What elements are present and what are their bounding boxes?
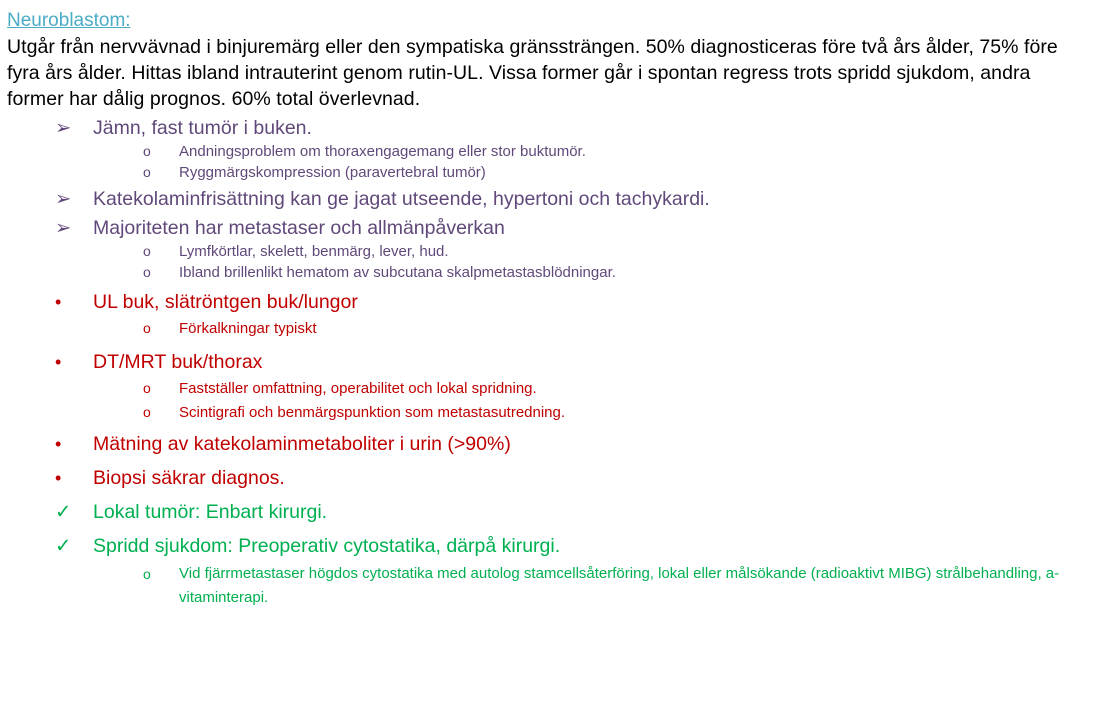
checkmark-icon: ✓	[55, 501, 72, 523]
sub-list-item	[7, 378, 1092, 399]
circle-bullet-icon: o	[143, 404, 151, 420]
document-page	[7, 8, 1092, 610]
list-item-text: DT/MRT buk/thorax	[93, 351, 263, 373]
bullet-dot-icon: •	[55, 292, 62, 312]
list-item-text: Majoriteten har metastaser och allmänpåverkan	[93, 217, 505, 239]
list-item-text: Katekolaminfrisättning kan ge jagat utseende, hypertoni och tachykardi.	[93, 188, 710, 210]
circle-bullet-icon: o	[143, 264, 151, 280]
sub-list-item	[7, 318, 1092, 339]
page-title: Neuroblastom:	[7, 10, 131, 31]
list-item-text: Mätning av katekolaminmetaboliter i urin (>90%)	[93, 433, 511, 455]
sub-list-item-text: Fastställer omfattning, operabilitet och lokal spridning.	[179, 380, 537, 397]
circle-bullet-icon: o	[143, 380, 151, 396]
circle-bullet-icon: o	[143, 320, 151, 336]
list-item-text: Jämn, fast tumör i buken.	[93, 117, 312, 139]
list-item	[7, 431, 1092, 457]
circle-bullet-icon: o	[143, 566, 151, 582]
bullet-dot-icon: •	[55, 468, 62, 488]
sub-list-item-text: Scintigrafi och benmärgspunktion som metastasutredning.	[179, 404, 566, 421]
sub-list-item	[7, 162, 1092, 183]
sub-list-item	[7, 262, 1092, 283]
arrow-bullet-icon: ➢	[55, 188, 72, 210]
circle-bullet-icon: o	[143, 243, 151, 259]
sub-list-item	[7, 402, 1092, 423]
sub-list-item-text: Lymfkörtlar, skelett, benmärg, lever, hud.	[179, 243, 449, 260]
list-item	[7, 349, 1092, 375]
sub-list-item-text: Ibland brillenlikt hematom av subcutana skalpmetastasblödningar.	[179, 264, 616, 281]
list-item	[7, 215, 1092, 241]
list-item-text: Lokal tumör: Enbart kirurgi.	[93, 501, 328, 523]
circle-bullet-icon: o	[143, 164, 151, 180]
list-item	[7, 186, 1092, 212]
list-item-text: UL buk, slätröntgen buk/lungor	[93, 291, 358, 313]
sub-list-item-text: Ryggmärgskompression (paravertebral tumör)	[179, 164, 486, 181]
list-item	[7, 533, 1092, 559]
sub-list-item-text: Andningsproblem om thoraxengagemang eller stor buktumör.	[179, 143, 586, 160]
bullet-dot-icon: •	[55, 434, 62, 454]
sub-list-item-text: Vid fjärrmetastaser högdos cytostatika med autolog stamcellsåterföring, lokal eller målsökande (radioaktivt MIBG) strålbehandling, a-vitaminterapi.	[179, 565, 1060, 606]
arrow-bullet-icon: ➢	[55, 217, 72, 239]
circle-bullet-icon: o	[143, 143, 151, 159]
list-item-text: Biopsi säkrar diagnos.	[93, 467, 285, 489]
list-item	[7, 499, 1092, 525]
intro-paragraph: Utgår från nervvävnad i binjuremärg eller den sympatiska gränssträngen. 50% diagnosticeras före två års ålder, 75% före fyra års ålder. Hittas ibland intrauterint genom rutin-UL. Vissa former går i spontan regress trots spridd sjukdom, andra former har dålig prognos. 60% total överlevnad.	[7, 36, 1058, 110]
bullet-dot-icon: •	[55, 352, 62, 372]
bullet-list	[7, 115, 1092, 610]
list-item	[7, 289, 1092, 315]
checkmark-icon: ✓	[55, 535, 72, 557]
list-item	[7, 115, 1092, 141]
list-item-text: Spridd sjukdom: Preoperativ cytostatika, därpå kirurgi.	[93, 535, 561, 557]
sub-list-item-text: Förkalkningar typiskt	[179, 320, 317, 337]
list-item	[7, 465, 1092, 491]
arrow-bullet-icon: ➢	[55, 117, 72, 139]
sub-list-item	[7, 241, 1092, 262]
sub-list-item	[7, 141, 1092, 162]
sub-list-item	[7, 562, 1092, 610]
